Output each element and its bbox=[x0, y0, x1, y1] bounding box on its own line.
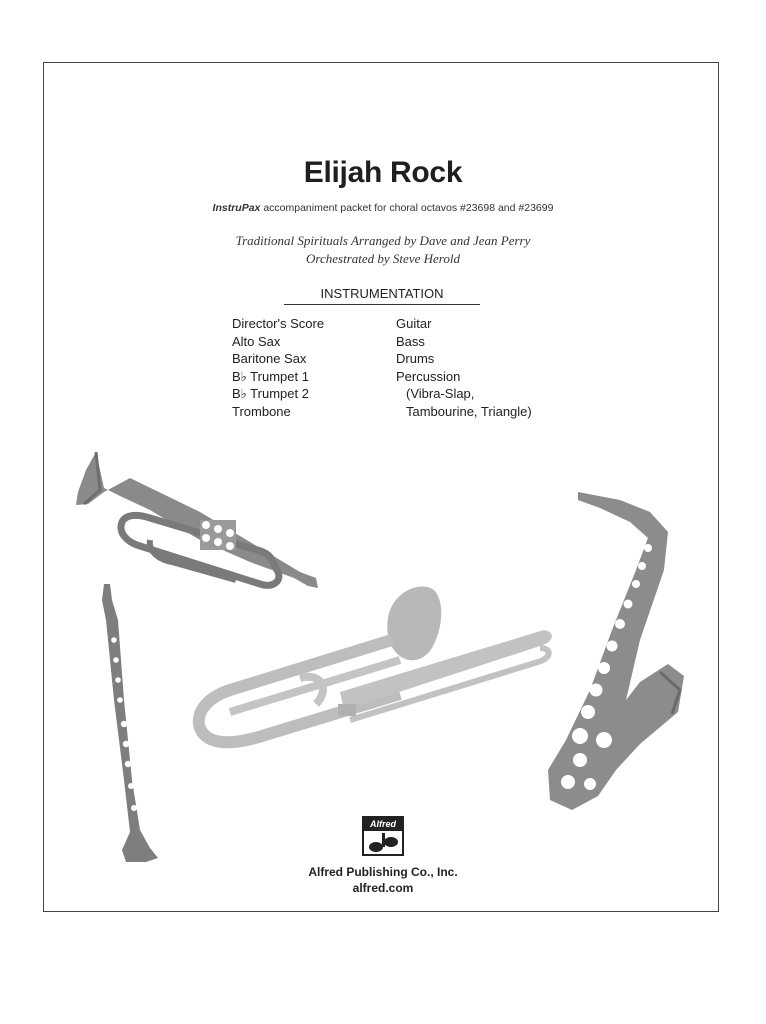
instrument-item: Bass bbox=[396, 333, 425, 349]
publisher-logo bbox=[362, 816, 404, 856]
publisher-info bbox=[0, 864, 766, 896]
logo-text: Alfred bbox=[364, 818, 402, 831]
instrument-item: Guitar bbox=[396, 316, 432, 331]
page-title: Elijah Rock bbox=[303, 156, 463, 189]
music-note-icon bbox=[364, 831, 402, 854]
subtitle-brand: InstruPax bbox=[212, 202, 261, 214]
instrument-item: B♭ Trumpet 2 bbox=[232, 386, 309, 401]
instrument-item: Director's Score bbox=[232, 316, 325, 331]
instrument-list-right bbox=[396, 315, 532, 420]
instrument-item: Alto Sax bbox=[232, 333, 281, 349]
instrument-item: (Vibra-Slap, bbox=[406, 386, 475, 401]
instrument-item: Drums bbox=[396, 351, 435, 366]
subtitle-text: accompaniment packet for choral octavos #23698 and #23699 bbox=[260, 202, 554, 214]
instrument-item: Tambourine, Triangle) bbox=[406, 403, 532, 419]
instrumentation-heading: INSTRUMENTATION bbox=[284, 286, 480, 305]
instrument-item: Baritone Sax bbox=[232, 351, 307, 366]
subtitle bbox=[0, 202, 766, 214]
instrument-item: Trombone bbox=[232, 403, 291, 419]
instrument-item: B♭ Trumpet 1 bbox=[232, 368, 309, 384]
orchestrator-credit: Orchestrated by Steve Herold bbox=[306, 251, 460, 266]
publisher-url[interactable]: alfred.com bbox=[352, 881, 414, 895]
publisher-name: Alfred Publishing Co., Inc. bbox=[308, 865, 458, 879]
credits bbox=[0, 232, 766, 268]
arranger-credit: Traditional Spirituals Arranged by Dave and Jean Perry bbox=[235, 233, 531, 248]
instrument-list-left bbox=[232, 315, 324, 420]
instrument-item: Percussion bbox=[396, 368, 461, 384]
